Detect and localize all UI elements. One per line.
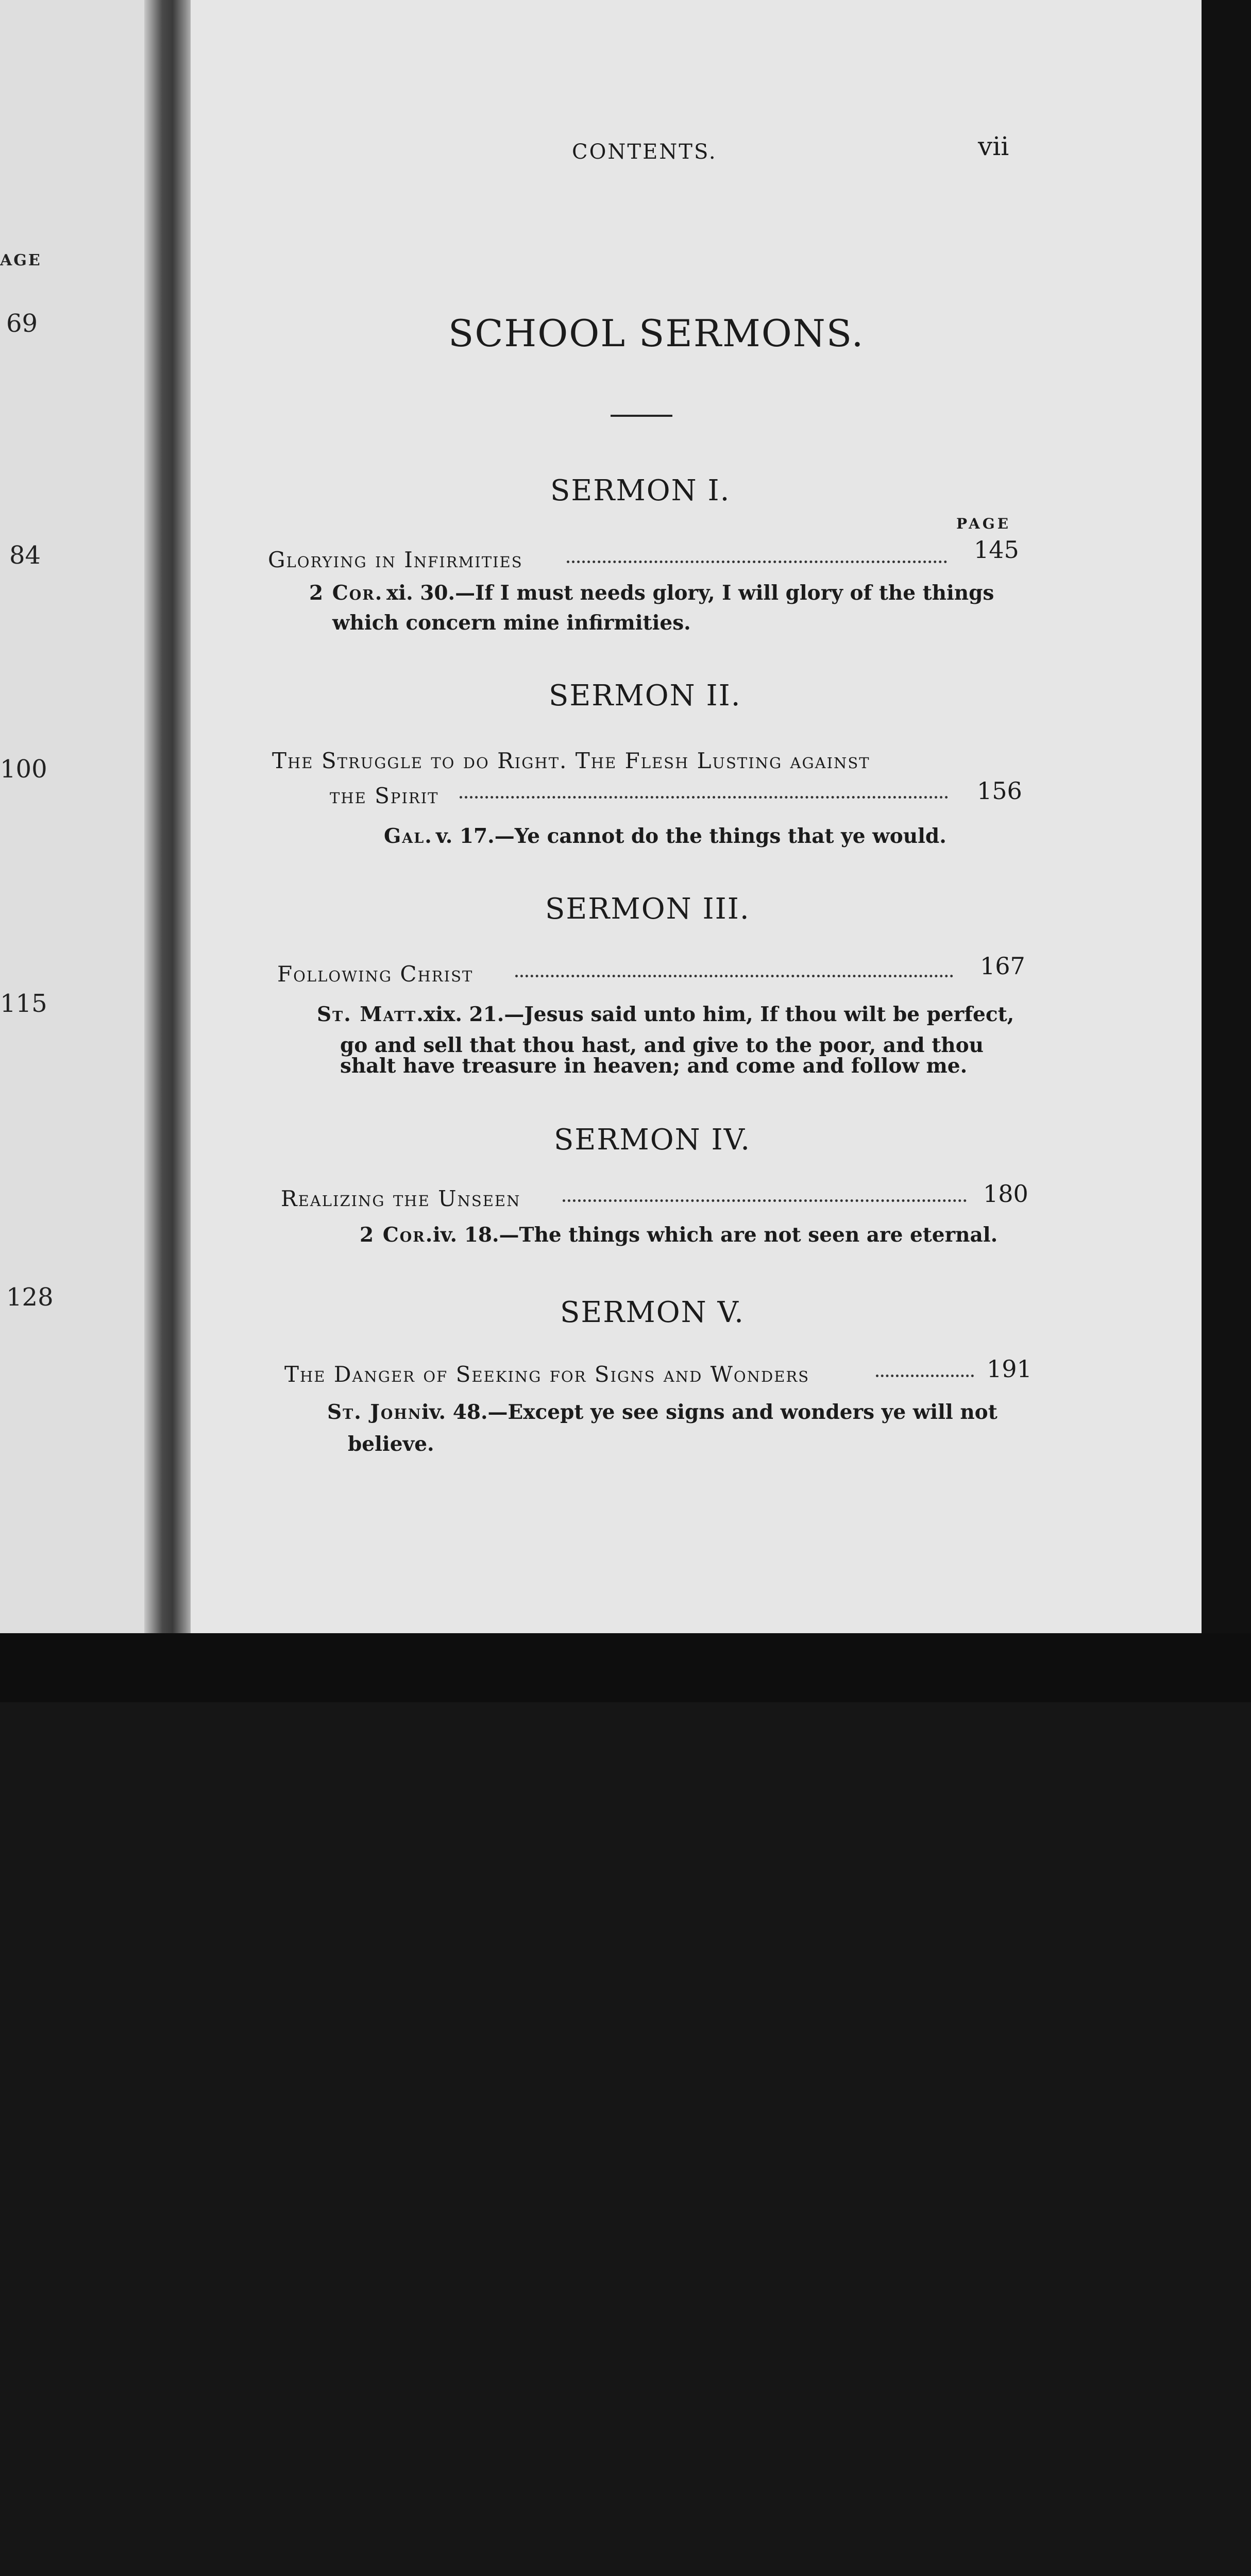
- scripture-text: go and sell that thou hast, and give to the poor, and thou: [340, 1033, 984, 1057]
- sermon-title: Glorying in Infirmities: [268, 547, 523, 572]
- scripture-text: iv. 48.—Except ye see signs and wonders ye will not: [421, 1400, 998, 1424]
- sermon-title-continued: the Spirit: [330, 783, 439, 808]
- scan-border: [0, 1633, 1251, 1702]
- sermon-title: Realizing the Unseen: [281, 1186, 521, 1211]
- page-number: 145: [974, 536, 1019, 564]
- running-head: CONTENTS.: [572, 140, 717, 164]
- left-page-number: 100: [0, 755, 47, 784]
- dot-leader: [515, 975, 953, 977]
- page-number: 180: [983, 1180, 1028, 1208]
- sermon-heading: SERMON I.: [550, 474, 731, 507]
- scan-edge: [1202, 0, 1251, 1702]
- left-page-number: 128: [6, 1283, 54, 1312]
- scripture-text: xi. 30.—If I must needs glory, I will glory of the things: [386, 581, 994, 605]
- sermon-title: The Struggle to do Right. The Flesh Lusting against: [272, 748, 870, 773]
- left-page: [0, 0, 155, 1633]
- scripture-text: shalt have treasure in heaven; and come and follow me.: [340, 1054, 968, 1078]
- left-page-header-fragment: AGE: [0, 251, 42, 269]
- scripture-citation: St. Matt.: [317, 1003, 425, 1026]
- page-number: 167: [980, 952, 1025, 980]
- page-number: 191: [987, 1355, 1032, 1383]
- left-page-number: 115: [0, 989, 47, 1018]
- sermon-heading: SERMON V.: [560, 1296, 745, 1329]
- dot-leader: [876, 1375, 974, 1377]
- scripture-citation: 2 Cor.: [360, 1223, 434, 1247]
- dot-leader: [563, 1199, 967, 1202]
- folio-number: vii: [978, 131, 1009, 161]
- scripture-text: v. 17.—Ye cannot do the things that ye would.: [436, 824, 946, 848]
- contents-page: [191, 0, 1202, 1633]
- scripture-text: xix. 21.—Jesus said unto him, If thou wilt be perfect,: [424, 1003, 1015, 1026]
- scripture-citation: 2 Cor.: [309, 581, 383, 605]
- dot-leader: [460, 796, 948, 799]
- scripture-citation: St. John: [327, 1400, 422, 1424]
- page-title: SCHOOL SERMONS.: [448, 312, 865, 355]
- sermon-title: Following Christ: [277, 961, 474, 987]
- book-gutter: [144, 0, 196, 1633]
- dot-leader: [567, 561, 947, 563]
- scripture-citation: Gal.: [384, 824, 433, 848]
- sermon-title: The Danger of Seeking for Signs and Wonders: [284, 1362, 810, 1387]
- scripture-text: believe.: [348, 1432, 434, 1456]
- title-rule: [611, 415, 672, 417]
- sermon-heading: SERMON IV.: [554, 1123, 751, 1157]
- sermon-heading: SERMON III.: [545, 892, 750, 926]
- page-column-label: PAGE: [956, 515, 1011, 532]
- left-page-number: 69: [6, 309, 38, 338]
- scripture-text: which concern mine infirmities.: [332, 611, 691, 635]
- left-page-number: 84: [9, 541, 41, 570]
- sermon-heading: SERMON II.: [549, 679, 741, 713]
- page-number: 156: [977, 777, 1022, 805]
- scripture-text: iv. 18.—The things which are not seen are eternal.: [433, 1223, 998, 1247]
